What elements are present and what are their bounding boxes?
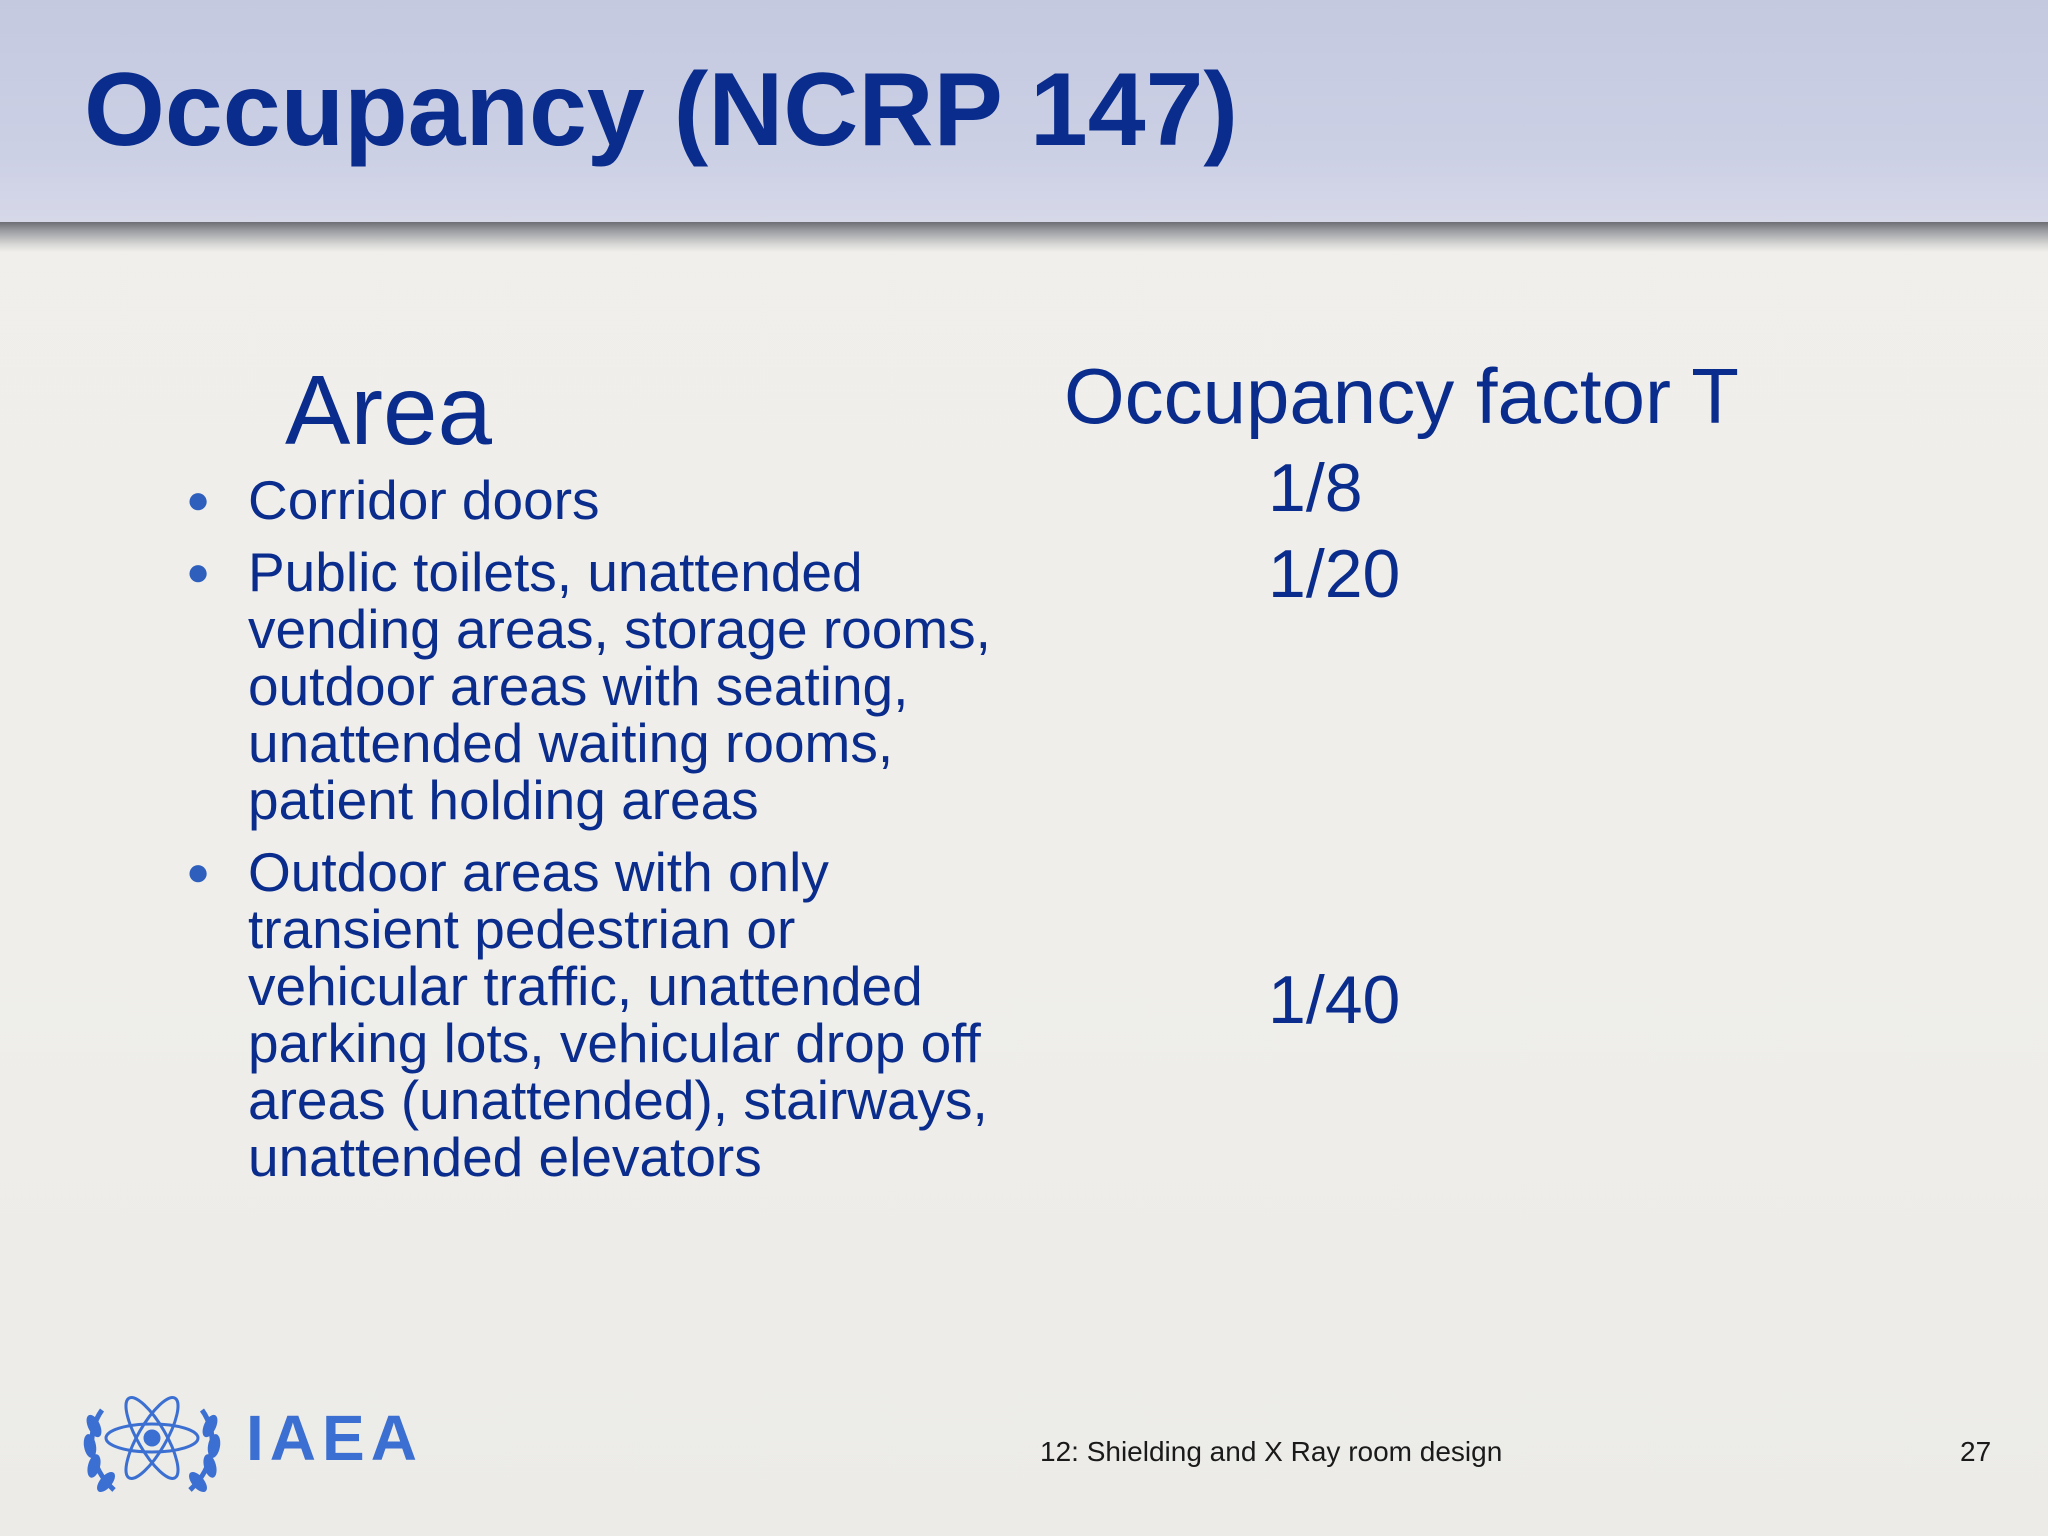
header-divider — [0, 222, 2048, 252]
iaea-logo — [80, 1370, 440, 1506]
iaea-wordmark: IAEA — [246, 1402, 423, 1474]
slide-title: Occupancy (NCRP 147) — [84, 52, 1239, 168]
bullet-icon: ● — [186, 478, 211, 522]
occupancy-factor-value: 1/8 — [1268, 450, 1363, 526]
area-text: Outdoor areas with only transient pedestrian or vehicular traffic, unattended parking lots, vehicular drop off areas (unattended), stairways, unattended elevators — [248, 841, 988, 1188]
area-text: Public toilets, unattended vending areas, storage rooms, outdoor areas with seating, unattended waiting rooms, patient holding areas — [248, 541, 991, 831]
occupancy-factor-value: 1/20 — [1268, 536, 1401, 612]
list-item — [180, 469, 1020, 531]
list-item — [180, 541, 1020, 831]
bullet-icon: ● — [186, 850, 211, 894]
occupancy-factor-value: 1/40 — [1268, 962, 1401, 1038]
un-emblem-icon — [82, 1391, 222, 1495]
area-column-heading: Area — [285, 355, 493, 465]
area-text: Corridor doors — [248, 469, 600, 531]
footer-text: 12: Shielding and X Ray room design — [1040, 1436, 1503, 1467]
area-list — [180, 469, 1020, 1201]
list-item — [180, 841, 1020, 1188]
bullet-icon: ● — [186, 550, 211, 594]
page-number: 27 — [1960, 1436, 1992, 1467]
occupancy-factor-column-heading: Occupancy factor T — [1064, 352, 1739, 440]
